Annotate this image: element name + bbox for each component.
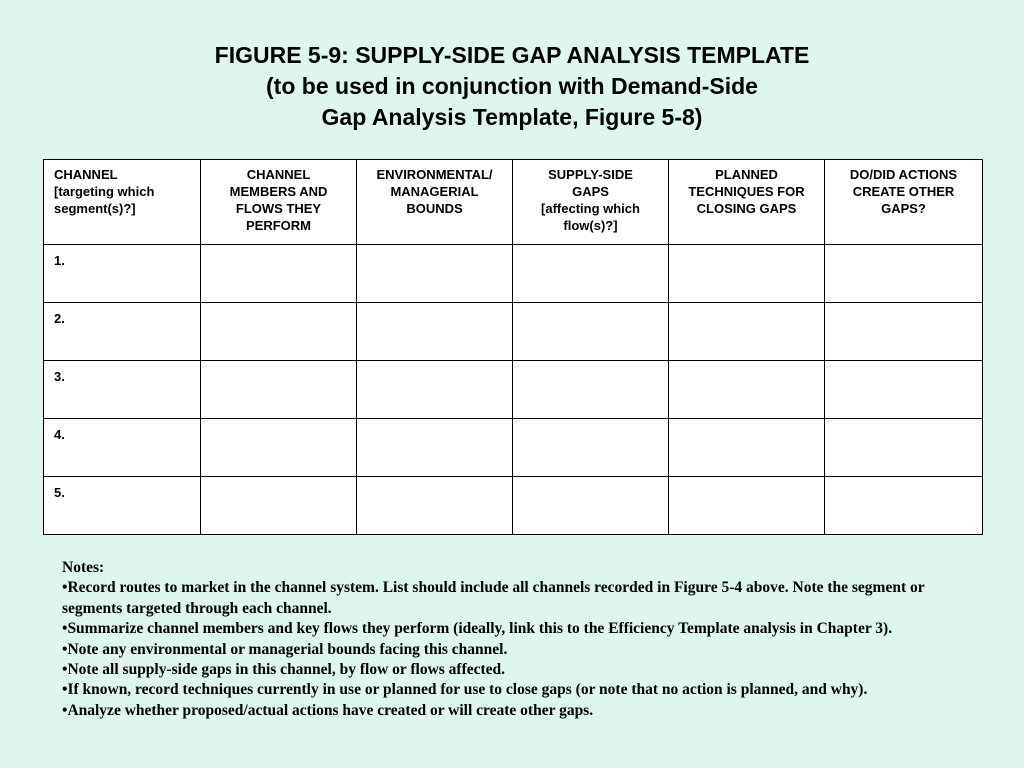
note-item: • Analyze whether proposed/actual actions have created or will create other gaps.: [62, 701, 982, 721]
header-text: [affecting which: [541, 201, 640, 216]
table-cell[interactable]: [825, 419, 983, 477]
gap-analysis-table: [43, 159, 983, 535]
row-number: 4.: [44, 419, 201, 477]
table-cell[interactable]: [669, 477, 825, 535]
header-text: GAPS?: [881, 201, 926, 216]
table-cell[interactable]: [357, 303, 513, 361]
row-number: 1.: [44, 245, 201, 303]
title-line-3: Gap Analysis Template, Figure 5-8): [321, 104, 703, 130]
header-text: FLOWS THEY: [235, 201, 322, 216]
table-cell[interactable]: [669, 419, 825, 477]
header-text: CREATE OTHER: [852, 184, 955, 199]
note-item: • Record routes to market in the channel system. List should include all channels recorded in Figure 5-4 above. Note the segment or segments targeted through each channel.: [62, 578, 982, 619]
header-text: segment(s)?]: [54, 201, 136, 216]
figure-title: [0, 40, 1024, 133]
header-supply-side-gaps: [513, 160, 669, 245]
row-number: 2.: [44, 303, 201, 361]
header-text: BOUNDS: [406, 201, 463, 216]
table-cell[interactable]: [513, 361, 669, 419]
header-text: CHANNEL: [246, 167, 311, 182]
header-text: ENVIRONMENTAL/: [376, 167, 493, 182]
table-cell[interactable]: [669, 361, 825, 419]
header-text: MEMBERS AND: [229, 184, 328, 199]
table-cell[interactable]: [513, 245, 669, 303]
table-cell[interactable]: [201, 303, 357, 361]
table-cell[interactable]: [513, 303, 669, 361]
table-row: [44, 361, 983, 419]
table-cell[interactable]: [201, 477, 357, 535]
header-text: PERFORM: [246, 218, 311, 233]
notes-heading: Notes:: [62, 559, 105, 576]
table-cell[interactable]: [357, 419, 513, 477]
table-cell[interactable]: [669, 245, 825, 303]
table-cell[interactable]: [513, 419, 669, 477]
header-text: PLANNED: [715, 167, 778, 182]
note-item: • If known, record techniques currently in use or planned for use to close gaps (or note that no action is planned, and why).: [62, 680, 982, 700]
row-number: 5.: [44, 477, 201, 535]
header-text: MANAGERIAL: [390, 184, 479, 199]
header-channel: [44, 160, 201, 245]
header-text: flow(s)?]: [563, 218, 618, 233]
header-text: GAPS: [572, 184, 609, 199]
table-cell[interactable]: [825, 477, 983, 535]
header-text: CHANNEL: [54, 167, 118, 182]
header-text: [targeting which: [54, 184, 155, 199]
header-text: CLOSING GAPS: [696, 201, 797, 216]
table-row: [44, 245, 983, 303]
table-cell[interactable]: [201, 419, 357, 477]
table-cell[interactable]: [357, 245, 513, 303]
header-text: SUPPLY-SIDE: [548, 167, 633, 182]
header-environmental-bounds: [357, 160, 513, 245]
table-cell[interactable]: [357, 361, 513, 419]
table-row: [44, 303, 983, 361]
header-planned-techniques: [669, 160, 825, 245]
header-text: TECHNIQUES FOR: [688, 184, 805, 199]
note-item: • Note all supply-side gaps in this channel, by flow or flows affected.: [62, 660, 982, 680]
table-cell[interactable]: [825, 245, 983, 303]
table-cell[interactable]: [825, 303, 983, 361]
title-line-1: FIGURE 5-9: SUPPLY-SIDE GAP ANALYSIS TEMPLATE: [214, 42, 810, 68]
title-line-2: (to be used in conjunction with Demand-Side: [266, 73, 758, 99]
header-other-gaps: [825, 160, 983, 245]
header-text: DO/DID ACTIONS: [849, 167, 958, 182]
notes-section: [62, 558, 982, 721]
table-row: [44, 477, 983, 535]
table-header-row: [44, 160, 983, 245]
row-number: 3.: [44, 361, 201, 419]
table-cell[interactable]: [201, 245, 357, 303]
table-cell[interactable]: [825, 361, 983, 419]
table-cell[interactable]: [201, 361, 357, 419]
table-cell[interactable]: [513, 477, 669, 535]
table-cell[interactable]: [669, 303, 825, 361]
note-item: • Note any environmental or managerial bounds facing this channel.: [62, 640, 982, 660]
header-channel-members: [201, 160, 357, 245]
table-cell[interactable]: [357, 477, 513, 535]
table-row: [44, 419, 983, 477]
note-item: • Summarize channel members and key flows they perform (ideally, link this to the Efficiency Template analysis in Chapter 3).: [62, 619, 982, 639]
